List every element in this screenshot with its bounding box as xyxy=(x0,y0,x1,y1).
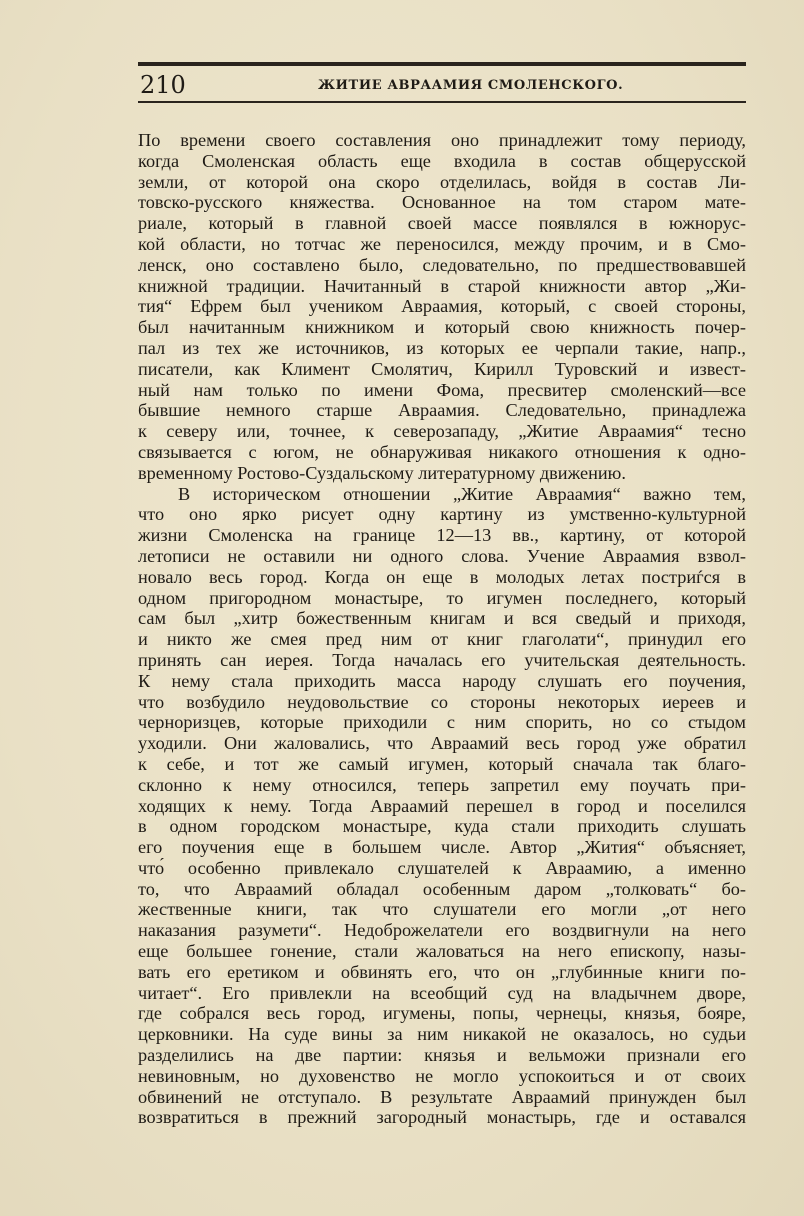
text-line: принять сан иерея. Тогда началась его учительская деятельность. xyxy=(138,649,746,670)
text-line: новало весь город. Когда он еще в молодых летах постриѓся в xyxy=(138,566,746,587)
text-line: вать его еретиком и обвинять его, что он „глубинные книги по- xyxy=(138,961,746,982)
text-line: тия“ Ефрем был учеником Авраамия, который, с своей стороны, xyxy=(138,296,746,317)
text-line: еще большее гонение, стали жаловаться на него епископу, назы- xyxy=(138,941,746,962)
text-line: писатели, как Климент Смолятич, Кирилл Туровский и извест- xyxy=(138,358,746,379)
text-line: его поучения еще в большем числе. Автор „Жития“ объясняет, xyxy=(138,837,746,858)
page-number: 210 xyxy=(140,71,186,99)
text-line: невиновным, но духовенство не могло успокоиться и от своих xyxy=(138,1065,746,1086)
body-text xyxy=(138,130,746,1128)
text-line: читает“. Его привлекли на всеобщий суд на владычнем дворе, xyxy=(138,982,746,1003)
text-line: склонно к нему относился, теперь запретил ему поучать при- xyxy=(138,774,746,795)
text-line: когда Смоленская область еще входила в состав общерусской xyxy=(138,150,746,171)
text-line: сам был „хитр божественным книгам и вся сведый и приходя, xyxy=(138,608,746,629)
text-line: бывшие немного старше Авраамия. Следовательно, принадлежа xyxy=(138,400,746,421)
text-line: кой области, но тотчас же переносился, между прочим, и в Смо- xyxy=(138,233,746,254)
text-line: жизни Смоленска на границе 12—13 вв., картину, от которой xyxy=(138,525,746,546)
text-line: обвинений не отступало. В результате Авраамий принужден был xyxy=(138,1086,746,1107)
text-line: черноризцев, которые приходили с ним спорить, но со стыдом xyxy=(138,712,746,733)
text-line: к северу или, точнее, к северозападу, „Житие Авраамия“ тесно xyxy=(138,421,746,442)
text-line: ленск, оно составлено было, следовательно, по предшествовавшей xyxy=(138,254,746,275)
text-line: К нему стала приходить масса народу слушать его поучения, xyxy=(138,670,746,691)
header-bottom-rule xyxy=(138,101,746,103)
text-line: наказания разумети“. Недоброжелатели его воздвигнули на него xyxy=(138,920,746,941)
text-line: книжной традиции. Начитанный в старой книжности автор „Жи- xyxy=(138,275,746,296)
running-head: ЖИТИЕ АВРААМИЯ СМОЛЕНСКОГО. xyxy=(318,78,624,93)
text-line: что оно ярко рисует одну картину из умственно-культурной xyxy=(138,504,746,525)
text-line: временному Ростово-Суздальскому литературному движению. xyxy=(138,462,626,483)
text-line: церковники. На суде вины за ним никакой не оказалось, но судьи xyxy=(138,1024,746,1045)
text-line: В историческом отношении „Житие Авраамия“ важно тем, xyxy=(178,483,746,504)
text-line: то, что Авраамий обладал особенным даром „толковать“ бо- xyxy=(138,878,746,899)
text-line: пал из тех же источников, из которых ее черпали такие, напр., xyxy=(138,337,746,358)
text-line: ходящих к нему. Тогда Авраамий перешел в город и поселился xyxy=(138,795,746,816)
text-line: жественные книги, так что слушатели его могли „от него xyxy=(138,899,746,920)
text-line: что возбудило неудовольствие со стороны некоторых иереев и xyxy=(138,691,746,712)
text-line: разделились на две партии: князья и вельможи признали его xyxy=(138,1045,746,1066)
text-line: связывается с югом, не обнаруживая никакого отношения к одно- xyxy=(138,441,746,462)
page-header xyxy=(138,70,746,100)
text-line: возвратиться в прежний загородный монастырь, где и оставался xyxy=(138,1107,746,1128)
text-line: товско-русского княжества. Основанное на том старом мате- xyxy=(138,192,746,213)
text-line: риале, который в главной своей массе появлялся в южнорус- xyxy=(138,213,746,234)
text-line: был начитанным книжником и который свою книжность почер- xyxy=(138,317,746,338)
text-line: где собрался весь город, игумены, попы, чернецы, князья, бояре, xyxy=(138,1003,746,1024)
text-line: уходили. Они жаловались, что Авраамий весь город уже обратил xyxy=(138,733,746,754)
text-line: одном пригородном монастыре, то игумен последнего, который xyxy=(138,587,746,608)
text-line: в одном городском монастыре, куда стали приходить слушать xyxy=(138,816,746,837)
text-line: что́ особенно привлекало слушателей к Авраамию, а именно xyxy=(138,857,746,878)
text-line: летописи не оставили ни одного слова. Учение Авраамия взвол- xyxy=(138,545,746,566)
text-line: к себе, и тот же самый игумен, который сначала так благо- xyxy=(138,753,746,774)
text-line: По времени своего составления оно принадлежит тому периоду, xyxy=(138,130,746,150)
text-line: и никто же смея пред ним от книг глаголати“, принудил его xyxy=(138,629,746,650)
text-line: ный нам только по имени Фома, пресвитер смоленский—все xyxy=(138,379,746,400)
text-line: земли, от которой она скоро отделилась, войдя в состав Ли- xyxy=(138,171,746,192)
header-top-rule xyxy=(138,62,746,66)
